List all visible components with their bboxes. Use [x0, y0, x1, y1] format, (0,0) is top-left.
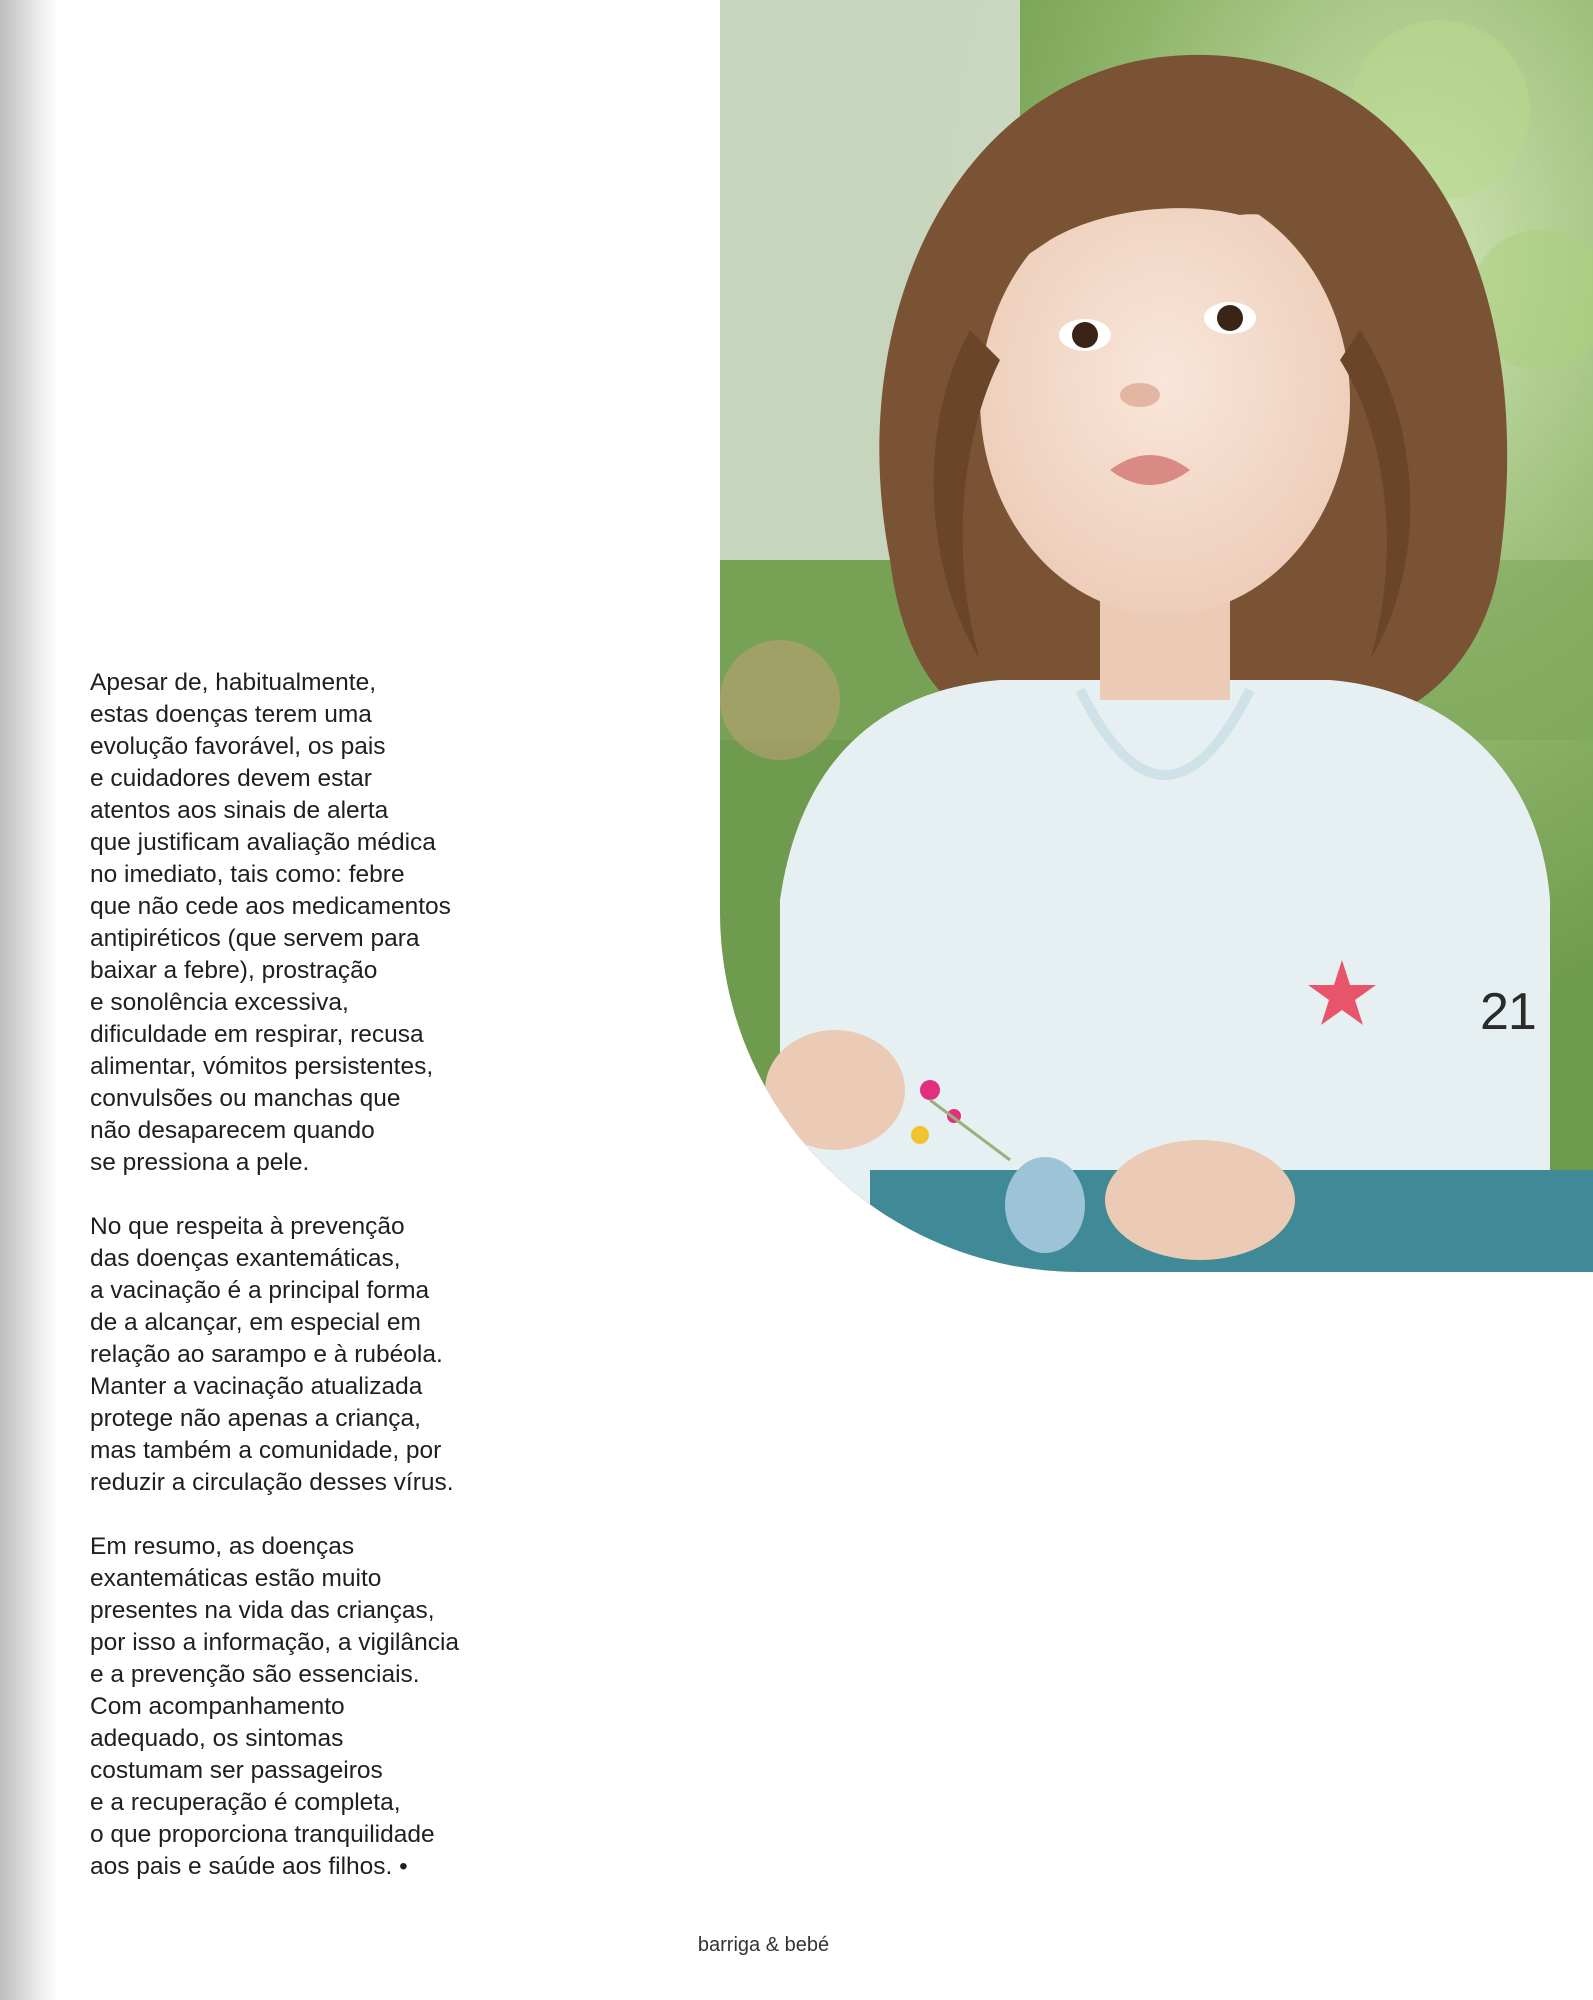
paragraph-summary: Em resumo, as doenças exantemáticas estão muito presentes na vida das crianças, por isso a informação, a vigilância e a prevenção são essenciais. Com acompanhamento adequado, os sintomas costumam ser passageiros e a recuperação é completa, o que proporciona tranquilidade aos pais e saúde aos filhos. • — [90, 1533, 460, 1880]
paragraph-prevention: No que respeita à prevenção das doenças exantemáticas, a vacinação é a principal forma de a alcançar, em especial em relação ao sarampo e à rubéola. Manter a vacinação atualizada protege não apenas a criança, mas também a comunidade, por reduzir a circulação desses vírus. — [90, 1213, 454, 1496]
paragraph-warning-signs: Apesar de, habitualmente, estas doenças terem uma evolução favorável, os pais e cuidadores devem estar atentos aos sinais de alerta que justificam avaliação médica no imediato, tais como: febre que não cede aos medicamentos antipiréticos (que servem para baixar a febre), prostração e sonolência excessiva, dificuldade em respirar, recusa alimentar, vómitos persistentes, convulsões ou manchas que não desaparecem quando se pressiona a pele. — [90, 669, 451, 1176]
book-spine-shadow — [0, 0, 58, 2000]
magazine-name: barriga & bebé — [697, 1934, 830, 1956]
magazine-footer — [0, 1934, 1593, 1957]
child-photo — [720, 0, 1593, 1272]
article-body — [90, 667, 520, 1915]
page-number: 21 — [1480, 983, 1536, 1041]
